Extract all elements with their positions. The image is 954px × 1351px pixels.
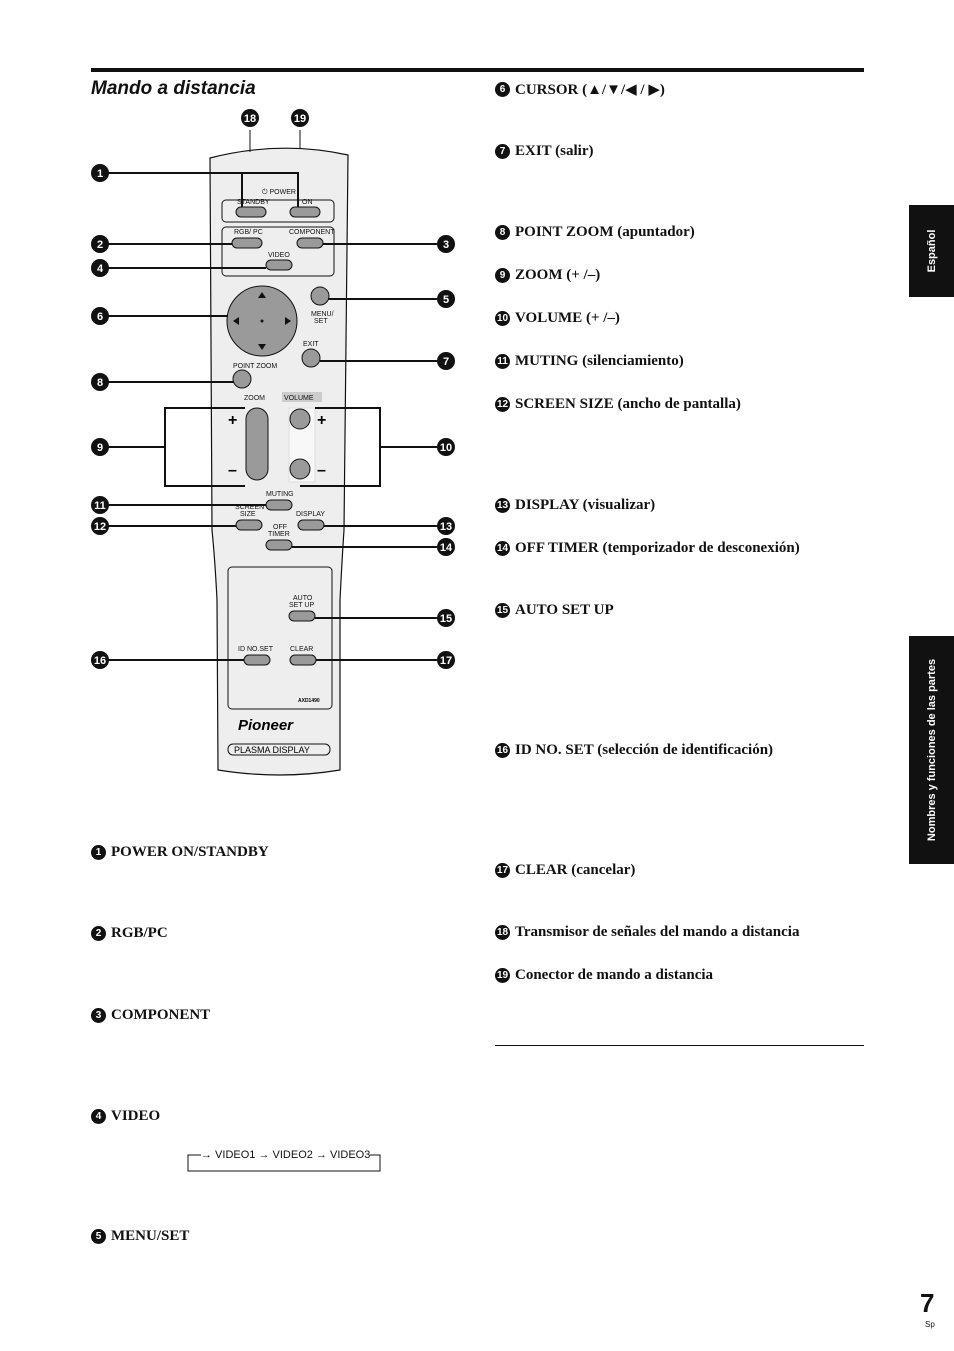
callout-9-number: 9 (96, 442, 104, 454)
callout-12-number: 12 (93, 521, 107, 533)
item-16: 16 ID NO. SET (selección de identificación) (496, 742, 774, 759)
callout-6-number: 6 (96, 311, 104, 323)
zoom-minus-label: – (228, 462, 237, 479)
on-button (290, 207, 320, 217)
item-15: 15 AUTO SET UP (496, 602, 614, 619)
callout-5-number: 5 (442, 294, 450, 306)
chapter-tab: Nombres y funciones de las partes (909, 636, 954, 864)
on-label: ON (302, 199, 313, 206)
standby-button (236, 207, 266, 217)
rgb-pc-label: RGB/ PC (234, 229, 263, 236)
callout-11-number: 11 (94, 500, 106, 512)
component-button (297, 238, 323, 248)
item-3: 3 COMPONENT (91, 1007, 210, 1024)
item-18: 18 Transmisor de señales del mando a distancia (496, 924, 800, 941)
muting-button (266, 500, 292, 510)
exit-label: EXIT (303, 341, 319, 348)
section-title: Mando a distancia (91, 78, 256, 99)
callout-19-number: 19 (293, 113, 307, 125)
menu-set-label-2: SET (314, 318, 328, 325)
off-timer-button (266, 540, 292, 550)
id-no-set-label: ID NO.SET (238, 646, 274, 653)
item-13: 13 DISPLAY (visualizar) (496, 497, 656, 514)
callout-14-number: 14 (439, 542, 453, 554)
page-number: 7 (920, 1288, 935, 1318)
off-timer-label-1: OFF (273, 524, 287, 531)
off-timer-label-2: TIMER (268, 531, 290, 538)
callout-2-number: 2 (96, 239, 104, 251)
language-tab: Español (909, 205, 954, 297)
standby-label: STANDBY (237, 199, 270, 206)
point-zoom-label: POINT ZOOM (233, 363, 278, 370)
screen-size-button (236, 520, 262, 530)
clear-label: CLEAR (290, 646, 314, 653)
callout-18-number: 18 (243, 113, 257, 125)
video-sequence-text: → VIDEO1 → VIDEO2 → VIDEO3 (201, 1149, 371, 1161)
callout-15-number: 15 (439, 613, 453, 625)
callout-7-number: 7 (442, 356, 450, 368)
muting-label: MUTING (266, 491, 294, 498)
item-14: 14 OFF TIMER (temporizador de desconexión) (496, 540, 800, 557)
model-label: AXD1490 (298, 698, 320, 704)
power-label: ⏻ POWER (262, 189, 296, 196)
item-4: 4 VIDEO (91, 1108, 160, 1125)
display-label: DISPLAY (296, 511, 326, 518)
plasma-display-label: PLASMA DISPLAY (234, 745, 310, 755)
item-9: 9 ZOOM (+ /–) (495, 267, 600, 284)
zoom-plus-label: + (228, 412, 238, 429)
video-sequence-diagram (187, 1150, 381, 1172)
callout-17-number: 17 (439, 655, 453, 667)
volume-up-button (290, 409, 310, 429)
point-zoom-button (233, 370, 251, 388)
top-rule (91, 68, 864, 72)
item-10: 10 VOLUME (+ /–) (496, 310, 620, 327)
pioneer-logo: Pioneer (238, 717, 294, 734)
item-17: 17 CLEAR (cancelar) (496, 862, 636, 879)
callout-13-number: 13 (439, 521, 453, 533)
item-11: 11 MUTING (silenciamiento) (495, 353, 684, 370)
exit-button (302, 349, 320, 367)
remote-control-illustration (85, 100, 465, 790)
menu-set-label-1: MENU/ (311, 311, 334, 318)
item-12: 12 SCREEN SIZE (ancho de pantalla) (496, 396, 741, 413)
screen-size-label-2: SIZE (240, 511, 256, 518)
callout-1-number: 1 (96, 168, 104, 180)
item-19: 19 Conector de mando a distancia (496, 967, 714, 984)
item-7: 7 EXIT (salir) (495, 143, 593, 160)
display-button (298, 520, 324, 530)
volume-label: VOLUME (284, 395, 314, 402)
screen-size-label-1: SCREEN (235, 504, 265, 511)
callout-4-number: 4 (96, 263, 104, 275)
zoom-label: ZOOM (244, 395, 265, 402)
menu-set-button (311, 287, 329, 305)
item-6: 6 CURSOR (▲/▼/◀ / ▶) (495, 80, 665, 99)
video-label: VIDEO (268, 252, 290, 259)
component-label: COMPONENT (289, 229, 335, 236)
item-1: 1 POWER ON/STANDBY (91, 844, 269, 861)
auto-setup-button (289, 611, 315, 621)
id-no-set-button (244, 655, 270, 665)
item-2: 2 RGB/PC (91, 925, 168, 942)
callout-3-number: 3 (442, 239, 450, 251)
volume-plus-label: + (317, 412, 327, 429)
bottom-rule (495, 1045, 864, 1046)
callout-10-number: 10 (439, 442, 453, 454)
clear-button (290, 655, 316, 665)
volume-down-button (290, 459, 310, 479)
video-button (266, 260, 292, 270)
callout-8-number: 8 (96, 377, 104, 389)
item-5: 5 MENU/SET (91, 1228, 189, 1245)
callout-16-number: 16 (93, 655, 107, 667)
item-8: 8 POINT ZOOM (apuntador) (495, 224, 695, 241)
auto-setup-label-2: SET UP (289, 602, 315, 609)
page-suffix: Sp (925, 1320, 935, 1329)
zoom-rocker (246, 408, 268, 480)
volume-minus-label: – (317, 462, 326, 479)
rgb-pc-button (232, 238, 262, 248)
auto-setup-label-1: AUTO (293, 595, 313, 602)
